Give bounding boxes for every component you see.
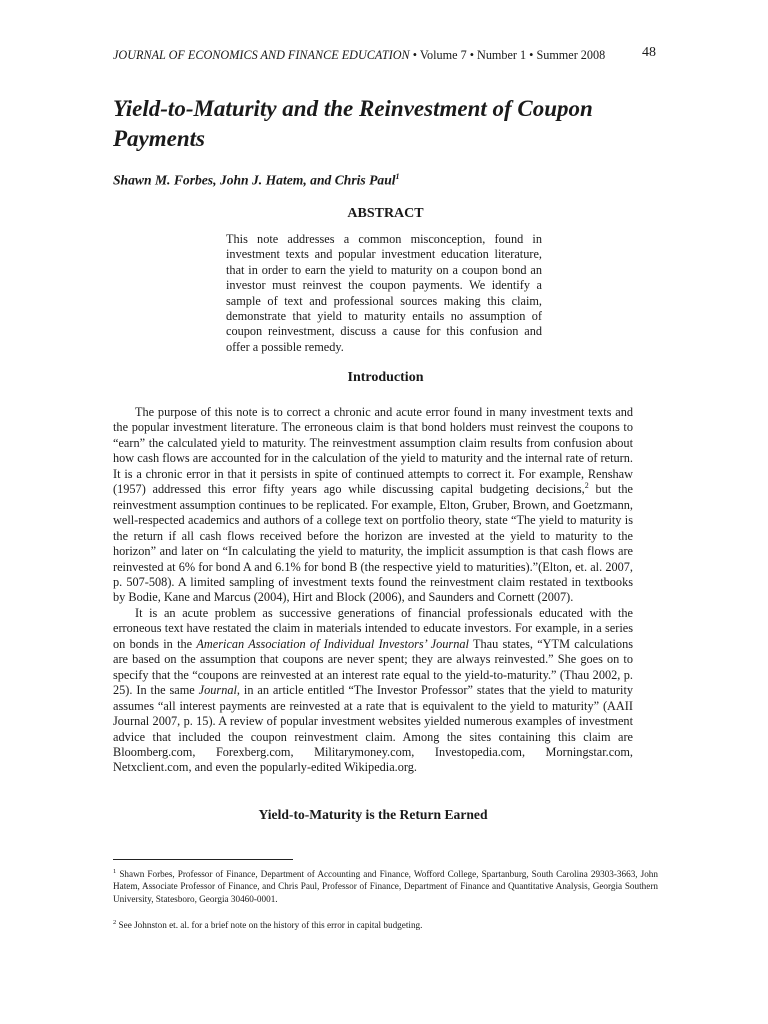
p1-text-a: The purpose of this note is to correct a chronic and acute error found in many investment texts and the popular investment literature. The erroneous claim is that bond holders must reinvest the coupons to “earn” the calculated yield to maturity. The reinvestment assumption claim results from confusion about how cash flows are accounted for in the calculation of the yield to maturity and the internal rate of return. It is a chronic error in that it persists in spite of continued attempts to correct it. For example, Renshaw (1957) addressed this error fifty years ago while discussing capital budgeting decisions, [113,405,633,497]
journal-title-italic: American Association of Individual Investors’ Journal [196,636,469,651]
article-title: Yield-to-Maturity and the Reinvestment of Coupon Payments [113,96,593,151]
footnote-1-mark: 1 [113,868,117,875]
footnote-divider [113,859,293,860]
section-heading-ytm: Yield-to-Maturity is the Return Earned [258,807,488,822]
footnote-1 [113,866,658,905]
intro-paragraph-1 [113,405,633,606]
p1-text-b: but the reinvestment assumption continues to be replicated. For example, Elton, Gruber, Brown, and Goetzmann, well-respected academics and authors of a college text on portfolio theory, state “The yield to maturity is the return if all cash flows received before the horizon are invested at the yield to maturity to the horizon” and later on “In calculating the yield to maturity, the implicit assumption is that cash flows are reinvested at 6% for bond A and 6.1% for bond B (the respective yield to maturities).”(Elton, et. al. 2007, p. 507-508). A limited sampling of investment texts found the reinvestment claim restated in textbooks by Bodie, Kane and Marcus (2004), Hirt and Block (2006), and Saunders and Cornett (2007). [113,482,633,605]
footnote-2-text: See Johnston et. al. for a brief note on the history of this error in capital budgeting. [116,920,423,931]
introduction-heading: Introduction [347,370,424,385]
journal-name: JOURNAL OF ECONOMICS AND FINANCE EDUCATION [113,48,410,62]
abstract-text: This note addresses a common misconception, found in investment texts and popular investment education literature, that in order to earn the yield to maturity on a coupon bond an investor must reinvest the coupon payments. We identify a sample of text and professional sources making this claim, demonstrate that yield to maturity entails no assumption of coupon reinvestment, discuss a cause for this confusion and offer a possible remedy. [226,232,542,354]
p2-text-a: It is an acute problem as successive generations of financial professionals educated with the erroneous text have restated the claim in materials intended to educate investors. For example, in a series on bonds in the [113,605,633,651]
author-list [113,172,658,189]
p2-text-b: Thau states, “YTM calculations are based on the assumption that coupons are never spent; they are always reinvested.” She goes on to specify that the “coupons are reinvested at an interest rate equal to the yield-to-maturity.” (Thau 2002, p. 25). In the same [113,636,634,698]
page-number: 48 [642,45,656,60]
journal-short-italic: Journal [198,683,237,698]
introduction-body [113,405,633,776]
intro-paragraph-2 [113,606,633,776]
p2-text-c: , in an article entitled “The Investor Professor” states that the yield to maturity assumes “all interest payments are reinvested at a rate that is equivalent to the yield to maturity” (AAII Journal 2007, p. 15). A review of popular investment websites yielded numerous examples of investment advice that included the coupon reinvestment claim. Among the sites containing this claim are Bloomberg.com, Forexberg.com, Militarymoney.com, Investopedia.com, Morningstar.com, Netxclient.com, and even the popularly-edited Wikipedia.org. [113,683,634,775]
running-header [113,47,656,63]
authors-text: Shawn M. Forbes, John J. Hatem, and Chris Paul [113,172,396,188]
footnote-2-label: 2 [113,919,117,927]
footnote-2 [113,917,658,931]
footnotes [113,866,658,944]
footnote-1-text: Shawn Forbes, Professor of Finance, Department of Accounting and Finance, Wofford College, Spartanburg, South Carolina 29303-3663, John Hatem, Associate Professor of Finance, and Chris Paul, Professor of Finance, Department of Finance and Quantitative Analysis, Georgia Southern University, Statesboro, Georgia 30460-0001. [113,869,658,904]
abstract-heading: ABSTRACT [347,206,424,221]
footnote-2-mark[interactable]: 2 [584,481,589,491]
issue-info: • Volume 7 • Number 1 • Summer 2008 [409,48,606,62]
author-footnote-mark[interactable]: 1 [395,172,400,181]
